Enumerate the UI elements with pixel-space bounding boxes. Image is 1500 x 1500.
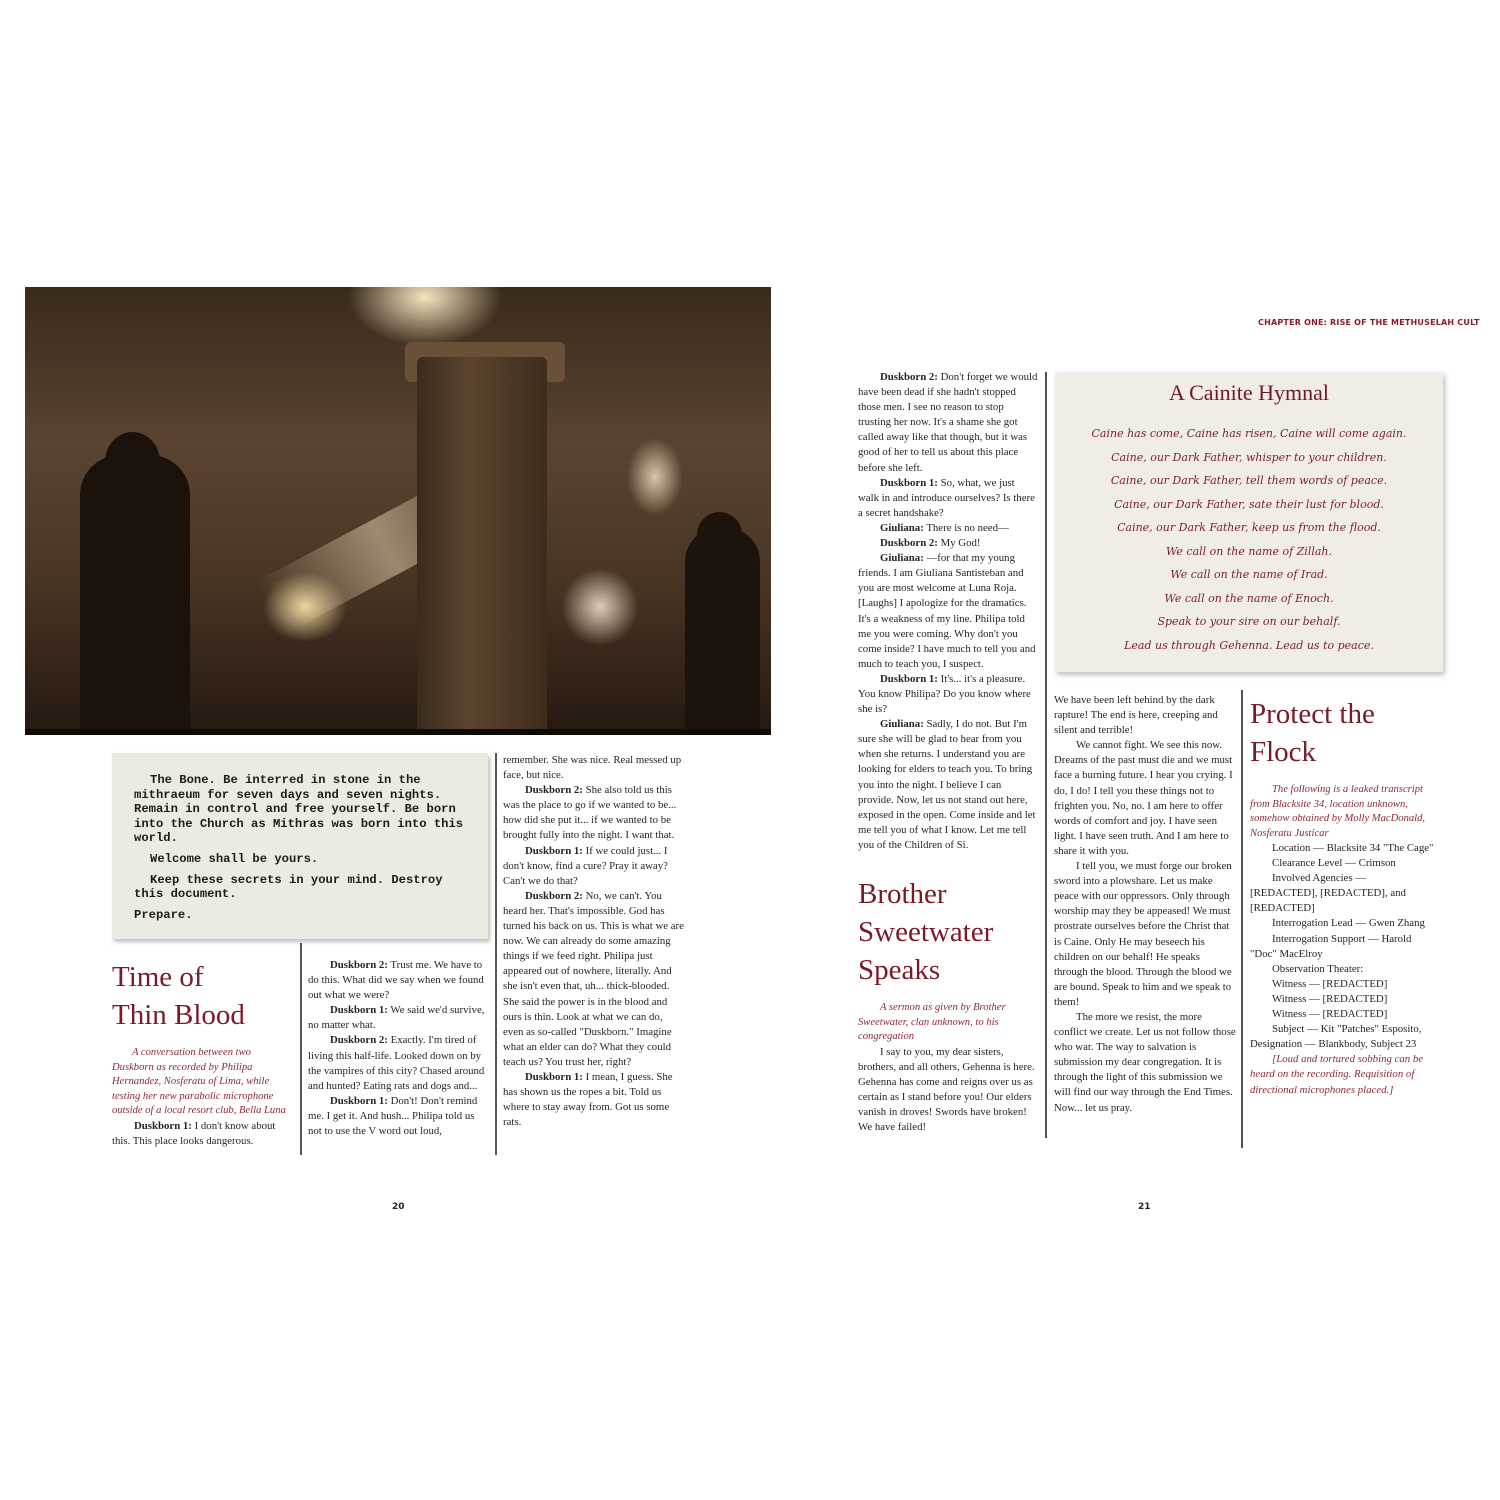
dialogue-line xyxy=(858,521,1038,536)
column-6 xyxy=(1250,695,1435,1098)
figure-left-silhouette xyxy=(80,455,190,735)
column-3 xyxy=(503,753,685,1130)
column-4 xyxy=(858,370,1038,1135)
hymn-line: We call on the name of Enoch. xyxy=(1164,591,1334,605)
transcript-entries xyxy=(1250,841,1435,1098)
section-title-protect-the-flock xyxy=(1250,695,1435,771)
dialogue-line xyxy=(308,1094,490,1139)
speaker: Giuliana: xyxy=(880,552,924,565)
speech: She also told us this was the place to go if we wanted to be... how did she put it... if we wanted to be brought fully into the night. I want that. xyxy=(503,784,677,842)
transcript-entry: Observation Theater: xyxy=(1272,962,1364,975)
transcript-entry: Subject — Kit "Patches" Esposito, Designation — Blankbody, Subject 23 xyxy=(1250,1023,1422,1051)
speech: Exactly. I'm tired of living this half-life. Looked down on by the vampires of this city? Chased around and hunted? Eating rats and dogs and... xyxy=(308,1034,485,1092)
speech: If we could just... I don't know, find a cure? Pray it away? Can't we do that? xyxy=(503,844,668,887)
hymnal-title: A Cainite Hymnal xyxy=(1168,380,1330,405)
transcript-entry: Clearance Level — Crimson xyxy=(1272,857,1396,870)
speaker: Duskborn 2: xyxy=(525,784,583,797)
speaker: Duskborn 1: xyxy=(525,1070,583,1083)
column-1 xyxy=(112,958,292,1149)
speaker: Duskborn 2: xyxy=(330,1034,388,1047)
title-line: Speaks xyxy=(858,954,941,986)
sermon-paragraph: I tell you, we must forge our broken sword into a plowshare. Let us make peace with our oppressors. Only through worship may they be appeased! We must prostrate ourselves before the Christ that is Caine. Only He may beseech his children on our behalf! He speaks through the blood. Through the blood we are bound. Speak to him and we speak to them! xyxy=(1054,860,1232,1008)
torn-edge xyxy=(25,729,771,735)
column-2 xyxy=(308,958,490,1139)
cainite-hymnal-card xyxy=(1055,372,1443,672)
speaker: Duskborn 1: xyxy=(880,476,938,489)
transcript-closing-note: [Loud and tortured sobbing can be heard on the recording. Requisition of directional microphones placed.] xyxy=(1250,1053,1424,1096)
speaker: Duskborn 2: xyxy=(880,371,938,383)
speech: No, we can't. You heard her. That's impossible. God has turned his back on us. This is what we are now. We can already do some amazing things if we feed right. Philipa just appeared out of nowhere, literally. And she isn't even that, uh... thick-blooded. She said the power is in the blood and ours is thin. Look at what we can do, even as so-called "Duskborn." Imagine what an elder can do? What they could teach us? You trust her, right? xyxy=(503,889,684,1068)
title-line: Sweetwater xyxy=(858,916,994,948)
note-paragraph: Welcome shall be yours. xyxy=(150,851,319,866)
title-line: Time of xyxy=(112,961,204,993)
column-divider xyxy=(1241,690,1243,1148)
dialogue-line xyxy=(308,958,490,1003)
dialogue-line xyxy=(858,717,1038,853)
speaker: Giuliana: xyxy=(880,718,924,731)
hymn-line: Caine, our Dark Father, sate their lust for blood. xyxy=(1114,497,1384,511)
section-intro: A conversation between two Duskborn as recorded by Philipa Hernandez, Nosferatu of Lima, while testing her new parabolic microphone outside of a local resort club, Bella Luna xyxy=(112,1047,286,1116)
sermon-paragraph: I say to you, my dear sisters, brothers, and all others, Gehenna is here. Gehenna has come and reigns over us as certain as I stand before you! Our elders vanish in droves! Swords have broken! We have failed! xyxy=(858,1045,1035,1133)
speech: I don't know about this. This place looks dangerous. xyxy=(112,1119,276,1147)
dialogue-line xyxy=(503,783,685,843)
speech: There is no need— xyxy=(923,521,1009,534)
hymn-line: Caine has come, Caine has risen, Caine will come again. xyxy=(1091,427,1407,440)
transcript-entry: Witness — [REDACTED] xyxy=(1272,1008,1388,1021)
sermon-paragraph: We have been left behind by the dark rapture! The end is here, creeping and silent and terrible! xyxy=(1054,694,1218,737)
title-line: Flock xyxy=(1250,736,1317,768)
speaker: Duskborn 1: xyxy=(330,1004,388,1017)
page-number-right: 21 xyxy=(1138,1202,1151,1212)
transcript-entry: Witness — [REDACTED] xyxy=(1272,977,1388,990)
speaker: Duskborn 1: xyxy=(134,1119,192,1132)
dialogue-line xyxy=(503,889,685,1070)
dialogue-line: remember. She was nice. Real messed up face, but nice. xyxy=(503,754,682,782)
speaker: Giuliana: xyxy=(880,521,924,534)
title-line: Thin Blood xyxy=(112,999,245,1031)
speech: It's... it's a pleasure. You know Philipa? Do you know where she is? xyxy=(858,672,1031,716)
speaker: Duskborn 1: xyxy=(330,1094,388,1107)
hymn-line: Caine, our Dark Father, whisper to your children. xyxy=(1111,450,1387,464)
transcript-entry: Location — Blacksite 34 "The Cage" xyxy=(1272,842,1434,854)
speech: —for that my young friends. I am Giuliana Santisteban and you are most welcome at Luna Roja. [Laughs] I apologize for the dramatics. It's a weakness of my line. Philipa told me you were coming. Why don't you come inside? I have much to tell you and much to teach you, I suspect. xyxy=(858,552,1036,670)
section-intro: The following is a leaked transcript from Blacksite 34, location unknown, somehow obtained by Molly MacDonald, Nosferatu Justicar xyxy=(1250,784,1426,839)
speech: We said we'd survive, no matter what. xyxy=(308,1004,485,1032)
speech: Don't forget we would have been dead if she hadn't stopped those men. I see no reason to stop trusting her now. It's a shame she got called away like that though, but it was good of her to tell us about this place before she left. xyxy=(858,371,1038,474)
running-head: CHAPTER ONE: RISE OF THE METHUSELAH CULT xyxy=(1258,318,1480,327)
speech: My God! xyxy=(937,537,981,550)
dialogue-line xyxy=(858,476,1038,521)
note-paragraph: Prepare. xyxy=(134,907,193,922)
speech: Don't! Don't remind me. I get it. And hush... Philipa told us not to use the V word out loud, xyxy=(308,1094,478,1138)
transcript-entry: Witness — [REDACTED] xyxy=(1272,992,1388,1005)
title-line: Protect the xyxy=(1250,698,1375,730)
dialogue-line xyxy=(858,672,1038,717)
note-paragraph: The Bone. Be interred in stone in the mithraeum for seven days and seven nights. Remain in control and free yourself. Be born into the Church as Mithras was born into this world. xyxy=(134,773,464,846)
hymn-line: Caine, our Dark Father, tell them words of peace. xyxy=(1110,474,1388,487)
dialogue-line xyxy=(503,1070,685,1130)
title-line: Brother xyxy=(858,878,947,910)
column-divider xyxy=(1045,372,1047,1138)
hymnal-lines xyxy=(1055,422,1443,657)
speech: I mean, I guess. She has shown us the ropes a bit. Told us where to stay away from. Got us some rats. xyxy=(503,1070,673,1129)
dialogue-line xyxy=(858,370,1038,476)
speech: Trust me. We have to do this. What did we say when we found out what we were? xyxy=(308,959,484,1002)
speaker: Duskborn 2: xyxy=(330,959,388,971)
section-title-time-of-thin-blood xyxy=(112,958,292,1034)
hymn-line: Speak to your sire on our behalf. xyxy=(1157,615,1341,628)
hymn-line: We call on the name of Zillah. xyxy=(1166,544,1332,558)
hymn-line: Caine, our Dark Father, keep us from the flood. xyxy=(1117,521,1381,534)
sermon-paragraph: We cannot fight. We see this now. Dreams of the past must die and we must face a burning future. I hear you crying. I do, I do! I tell you these things not to frighten you. No, no. I am here to offer words of comfort and joy. I have seen light. I have seen truth. And I am here to share it with you. xyxy=(1054,739,1233,857)
hymn-line: We call on the name of Irad. xyxy=(1170,568,1328,581)
column-divider xyxy=(300,943,302,1155)
dialogue-line xyxy=(858,551,1038,672)
section-intro: A sermon as given by Brother Sweetwater, clan unknown, to his congregation xyxy=(858,1002,1006,1042)
hymn-line: Lead us through Gehenna. Lead us to peace. xyxy=(1124,638,1374,652)
figure-right-silhouette xyxy=(685,527,760,735)
transcript-entry: Involved Agencies — [REDACTED], [REDACTED], and [REDACTED] xyxy=(1250,872,1406,915)
cave-illustration xyxy=(25,287,771,735)
dialogue-line xyxy=(503,844,685,889)
dialogue-line xyxy=(858,536,1038,551)
column-5 xyxy=(1054,693,1236,1116)
speech: So, what, we just walk in and introduce ourselves? Is there a secret handshake? xyxy=(858,476,1035,519)
note-paragraph: Keep these secrets in your mind. Destroy this document. xyxy=(134,872,443,902)
speaker: Duskborn 2: xyxy=(525,889,583,902)
speaker: Duskborn 2: xyxy=(880,537,938,550)
dialogue-line xyxy=(112,1119,292,1149)
speaker: Duskborn 1: xyxy=(525,844,583,857)
speech: Sadly, I do not. But I'm sure she will be glad to hear from you when she returns. I understand you are looking for elders to teach you. To bring you into the night. I believe I can provide. Now, let us not stand out here, exposed in the open. Come inside and let me tell you of what I know. Let me tell you of the Children of Si. xyxy=(858,718,1036,851)
transcript-entry: Interrogation Lead — Gwen Zhang xyxy=(1272,917,1425,930)
dialogue-line xyxy=(308,1033,490,1093)
typewritten-note xyxy=(112,753,488,939)
page-number-left: 20 xyxy=(392,1202,405,1212)
sermon-paragraph: The more we resist, the more conflict we create. Let us not follow those who war. The way to salvation is submission my dear congregation. It is through the light of this submission we will find our way through the End Times. Now... let us pray. xyxy=(1054,1010,1236,1114)
stone-altar xyxy=(417,357,547,735)
speaker: Duskborn 1: xyxy=(880,672,938,685)
section-title-brother-sweetwater xyxy=(858,875,1038,989)
transcript-entry: Interrogation Support — Harold "Doc" MacElroy xyxy=(1250,932,1412,960)
dialogue-line xyxy=(308,1003,490,1033)
column-divider xyxy=(495,753,497,1155)
